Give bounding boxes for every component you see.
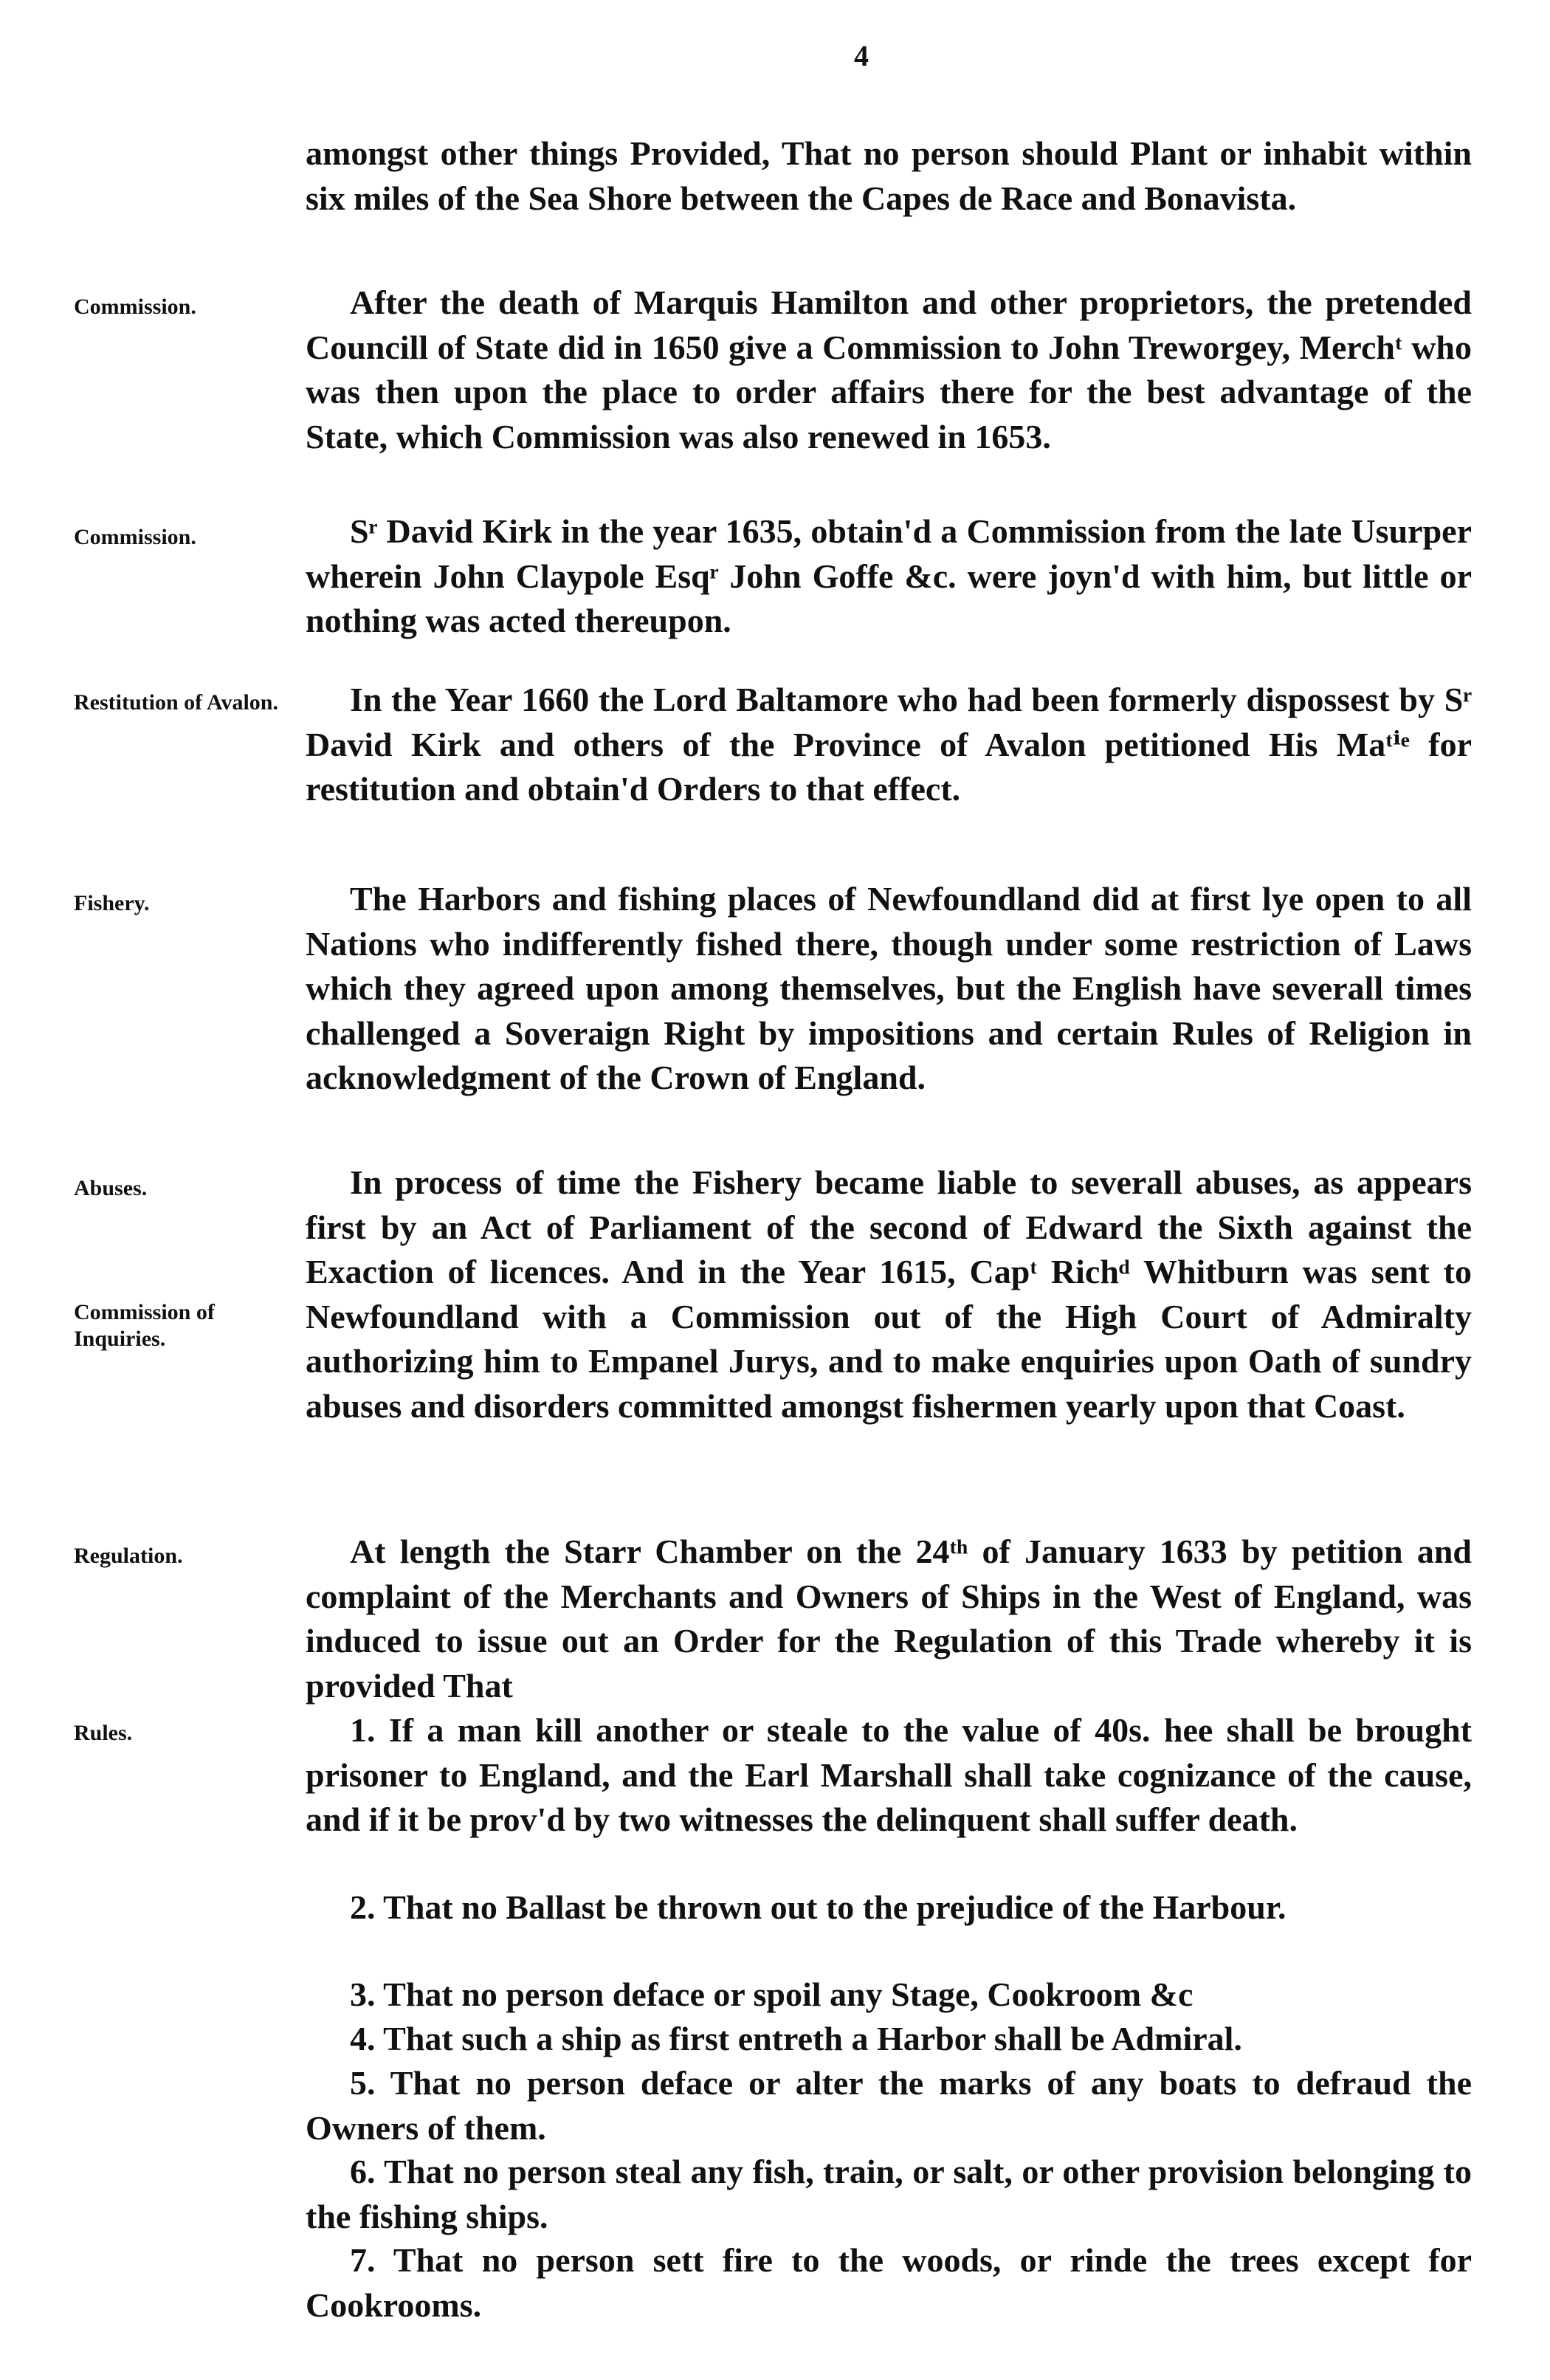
margin-note-abuses: Abuses. <box>74 1176 148 1200</box>
paragraph-restitution-avalon: In the Year 1660 the Lord Baltamore who had been formerly dispossest by Sʳ David Kirk and others of the Province of Avalon petitioned His Maᵗⁱᵉ for restitution and obtain'd Orders to that effect. <box>306 681 1472 808</box>
rule-item-2: 2. That no Ballast be thrown out to the prejudice of the Harbour. <box>350 1888 1286 1926</box>
rule-item-5: 5. That no person deface or alter the marks of any boats to defraud the Owners of them. <box>306 2064 1472 2147</box>
rule-item-6: 6. That no person steal any fish, train, or salt, or other provision belonging to the fishing ships. <box>306 2153 1472 2235</box>
margin-note-regulation: Regulation. <box>74 1544 183 1568</box>
paragraph-commission-1650: After the death of Marquis Hamilton and other proprietors, the pretended Councill of State did in 1650 give a Commission to John Treworgey, Merchᵗ who was then upon the place to order affairs there for the best advantage of the State, which Commission was also renewed in 1653. <box>306 283 1472 455</box>
paragraph-continuation: amongst other things Provided, That no person should Plant or inhabit within six miles of the Sea Shore between the Capes de Race and Bonavista. <box>306 134 1472 217</box>
paragraph-abuses: In process of time the Fishery became liable to severall abuses, as appears first by an Act of Parliament of the second of Edward the Sixth against the Exaction of licences. And in the Year 1615, Capᵗ Richᵈ Whitburn was sent to Newfoundland with a Commission out of the High Court of Admiralty authorizing him to Empanel Jurys, and to make enquiries upon Oath of sundry abuses and disorders committed amongst fishermen yearly upon that Coast. <box>306 1163 1472 1425</box>
paragraph-commission-1635: Sʳ David Kirk in the year 1635, obtain'd a Commission from the late Usurper wherein John Claypole Esqʳ John Goffe &c. were joyn'd with him, but little or nothing was acted thereupon. <box>306 512 1472 640</box>
paragraph-regulation: At length the Starr Chamber on the 24ᵗʰ of January 1633 by petition and complaint of the Merchants and Owners of Ships in the West of England, was induced to issue out an Order for the Regulation of this Trade whereby it is provided That <box>306 1533 1472 1705</box>
rule-item-4: 4. That such a ship as first entreth a Harbor shall be Admiral. <box>350 2020 1242 2057</box>
page-number: 4 <box>854 39 869 72</box>
rule-item-3: 3. That no person deface or spoil any Stage, Cookroom &c <box>350 1975 1194 2013</box>
margin-note-commission-inquiries: Commission of Inquiries. <box>74 1300 215 1351</box>
margin-note-fishery: Fishery. <box>74 891 150 915</box>
margin-note-commission: Commission. <box>74 295 196 319</box>
margin-note-rules: Rules. <box>74 1721 133 1745</box>
paragraph-fishery: The Harbors and fishing places of Newfoundland did at first lye open to all Nations who indifferently fished there, though under some restriction of Laws which they agreed upon among themselves, but the English have severall times challenged a Soveraign Right by impositions and certain Rules of Religion in acknowledgment of the Crown of England. <box>306 880 1472 1097</box>
rule-item-7: 7. That no person sett fire to the woods, or rinde the trees except for Cookrooms. <box>306 2241 1472 2324</box>
margin-note-restitution: Restitution of Avalon. <box>74 690 278 715</box>
margin-note-commission-2: Commission. <box>74 525 196 549</box>
rule-item-1: 1. If a man kill another or steale to the value of 40s. hee shall be brought prisoner to England, and the Earl Marshall shall take cognizance of the cause, and if it be prov'd by two witnesses the delinquent shall suffer death. <box>306 1711 1472 1839</box>
